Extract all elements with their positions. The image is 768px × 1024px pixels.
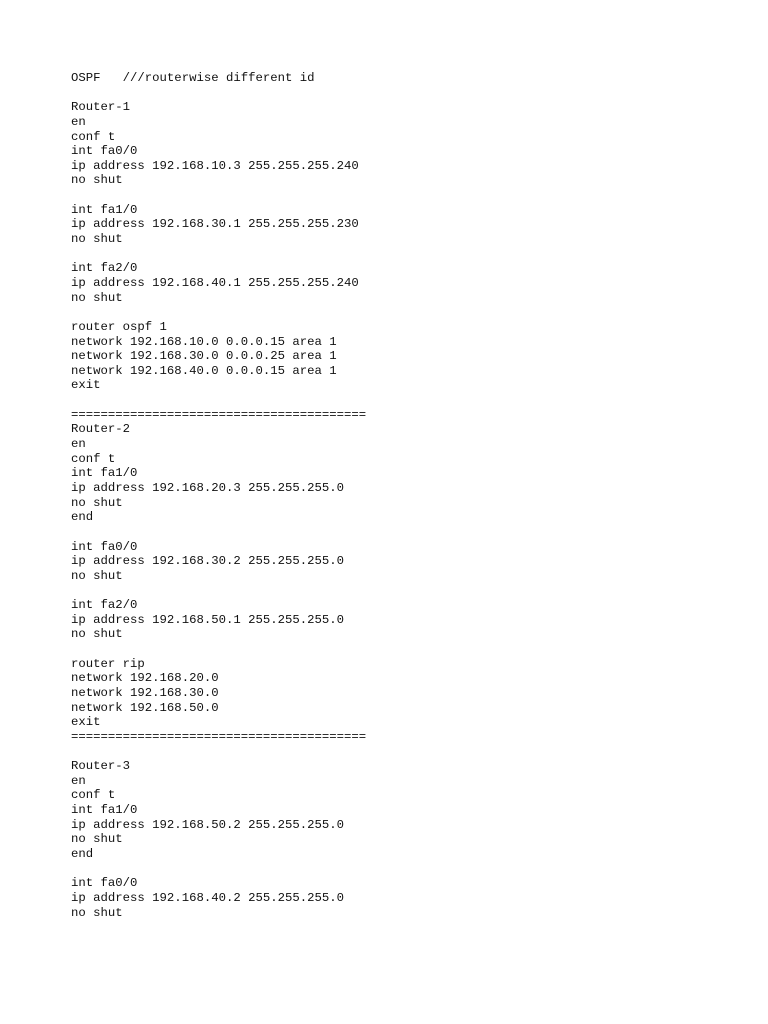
document-line: int fa1/0 [71,803,138,818]
document-line [71,247,711,262]
document-line: OSPF ///routerwise different id [71,71,315,85]
document-line: ip address 192.168.50.1 255.255.255.0 [71,612,345,627]
document-line: network 192.168.40.0 0.0.0.15 area 1 [71,363,337,378]
document-line [71,583,711,598]
document-line [71,642,711,657]
document-line: ======================================== [71,729,367,744]
document-line: ip address 192.168.40.1 255.255.255.240 [71,275,359,290]
document-line: conf t [71,129,116,144]
document-line: router ospf 1 [71,319,167,334]
document-line: no shut [71,232,123,247]
document-line: Router-1 [71,100,131,115]
document-line: conf t [71,788,116,803]
document-line: end [71,846,94,861]
document-line: int fa2/0 [71,598,138,613]
document-line: end [71,510,94,525]
document-line: exit [71,378,101,393]
document-line: no shut [71,290,123,305]
document-line: int fa2/0 [71,261,138,276]
document-line: ip address 192.168.50.2 255.255.255.0 [71,817,345,832]
document-line: no shut [71,627,123,642]
document-line [71,862,711,877]
document-line: int fa0/0 [71,876,138,891]
document-line: en [71,773,86,788]
document-line: no shut [71,905,123,920]
document-line: network 192.168.20.0 [71,671,219,686]
document-line: no shut [71,173,123,188]
document-line [71,393,711,408]
document-line: Router-2 [71,422,131,437]
document-line: int fa0/0 [71,539,138,554]
document-line [71,525,711,540]
document-line: network 192.168.30.0 0.0.0.25 area 1 [71,349,337,364]
document-line: ip address 192.168.40.2 255.255.255.0 [71,890,345,905]
document-line: ip address 192.168.30.2 255.255.255.0 [71,554,345,569]
document-line: en [71,437,86,452]
document-line: int fa0/0 [71,144,138,159]
document-line: network 192.168.10.0 0.0.0.15 area 1 [71,334,337,349]
document-line: int fa1/0 [71,466,138,481]
document-line: no shut [71,568,123,583]
document-line [71,305,711,320]
document-line: no shut [71,832,123,847]
document-line: ip address 192.168.30.1 255.255.255.230 [71,217,359,232]
document-line: ip address 192.168.20.3 255.255.255.0 [71,480,345,495]
document-line: network 192.168.30.0 [71,685,219,700]
document-line: int fa1/0 [71,202,138,217]
document-line [71,86,711,101]
document-line: network 192.168.50.0 [71,700,219,715]
document-line: no shut [71,495,123,510]
document-line [71,188,711,203]
document-line: router rip [71,656,145,671]
document-line: Router-3 [71,759,131,774]
document-line: ip address 192.168.10.3 255.255.255.240 [71,158,359,173]
document-line: en [71,114,86,129]
document-line: conf t [71,451,116,466]
document-line [71,744,711,759]
document-page [71,71,711,920]
document-line: exit [71,715,101,730]
document-line: ======================================== [71,407,367,422]
